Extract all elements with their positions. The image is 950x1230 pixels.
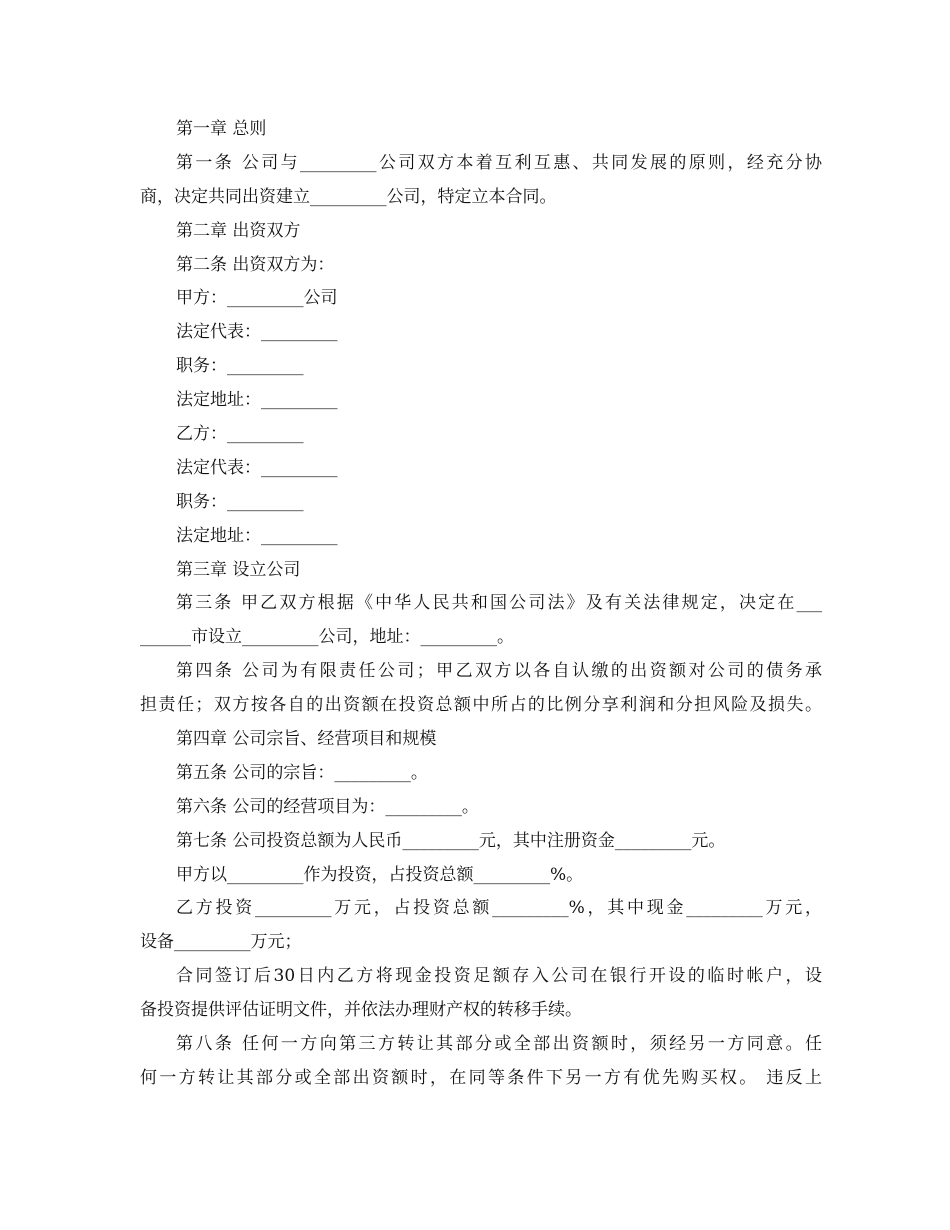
text-line: 第三章 设立公司 (176, 559, 301, 580)
text-line: 法定代表：_________ (176, 457, 338, 478)
text-line: 乙方投资_________万元，占投资总额_________%，其中现金_________万元， (176, 898, 822, 919)
text-line: 设备_________万元； (140, 932, 302, 953)
text-line: 第三条 甲乙双方根据《中华人民共和国公司法》及有关法律规定，决定在___ (176, 593, 822, 614)
text-line: 第七条 公司投资总额为人民币_________元，其中注册资金_________元。 (176, 830, 726, 851)
text-line: 合同签订后30日内乙方将现金投资足额存入公司在银行开设的临时帐户，设 (176, 966, 822, 987)
text-line: 第二章 出资双方 (176, 220, 301, 241)
text-line: 法定地址：_________ (176, 525, 338, 546)
text-line: 第二条 出资双方为： (176, 254, 335, 275)
text-line: 乙方：_________ (176, 424, 304, 445)
text-line: 第六条 公司的经营项目为：_________。 (176, 796, 479, 817)
text-line: 职务：_________ (176, 491, 304, 512)
text-line: 甲方以_________作为投资，占投资总额_________%。 (176, 864, 584, 885)
text-line: 商，决定共同出资建立_________公司，特定立本合同。 (140, 186, 557, 207)
text-line: 第一章 总则 (176, 119, 267, 139)
text-line: 第五条 公司的宗旨：_________。 (176, 762, 428, 783)
text-line: 职务：_________ (176, 356, 304, 377)
text-line: 第八条 任何一方向第三方转让其部分或全部出资额时，须经另一方同意。任 (176, 1034, 822, 1055)
text-line: 担责任；双方按各自的出资额在投资总额中所占的比例分享利润和分担风险及损失。 (140, 695, 822, 716)
text-line: 第四章 公司宗旨、经营项目和规模 (176, 729, 437, 750)
document-body (140, 113, 822, 1096)
text-line: ______市设立_________公司，地址：_________。 (140, 627, 514, 648)
text-line: 第四条 公司为有限责任公司；甲乙双方以各自认缴的出资额对公司的债务承 (176, 661, 822, 682)
text-line: 备投资提供评估证明文件，并依法办理财产权的转移手续。 (140, 1000, 582, 1021)
text-line: 法定地址：_________ (176, 390, 338, 411)
text-line: 甲方：_________公司 (176, 288, 338, 309)
text-line: 法定代表：_________ (176, 322, 338, 343)
text-line: 何一方转让其部分或全部出资额时，在同等条件下另一方有优先购买权。 违反上 (140, 1067, 822, 1088)
text-line: 第一条 公司与_________公司双方本着互利互惠、共同发展的原则，经充分协 (176, 152, 822, 173)
